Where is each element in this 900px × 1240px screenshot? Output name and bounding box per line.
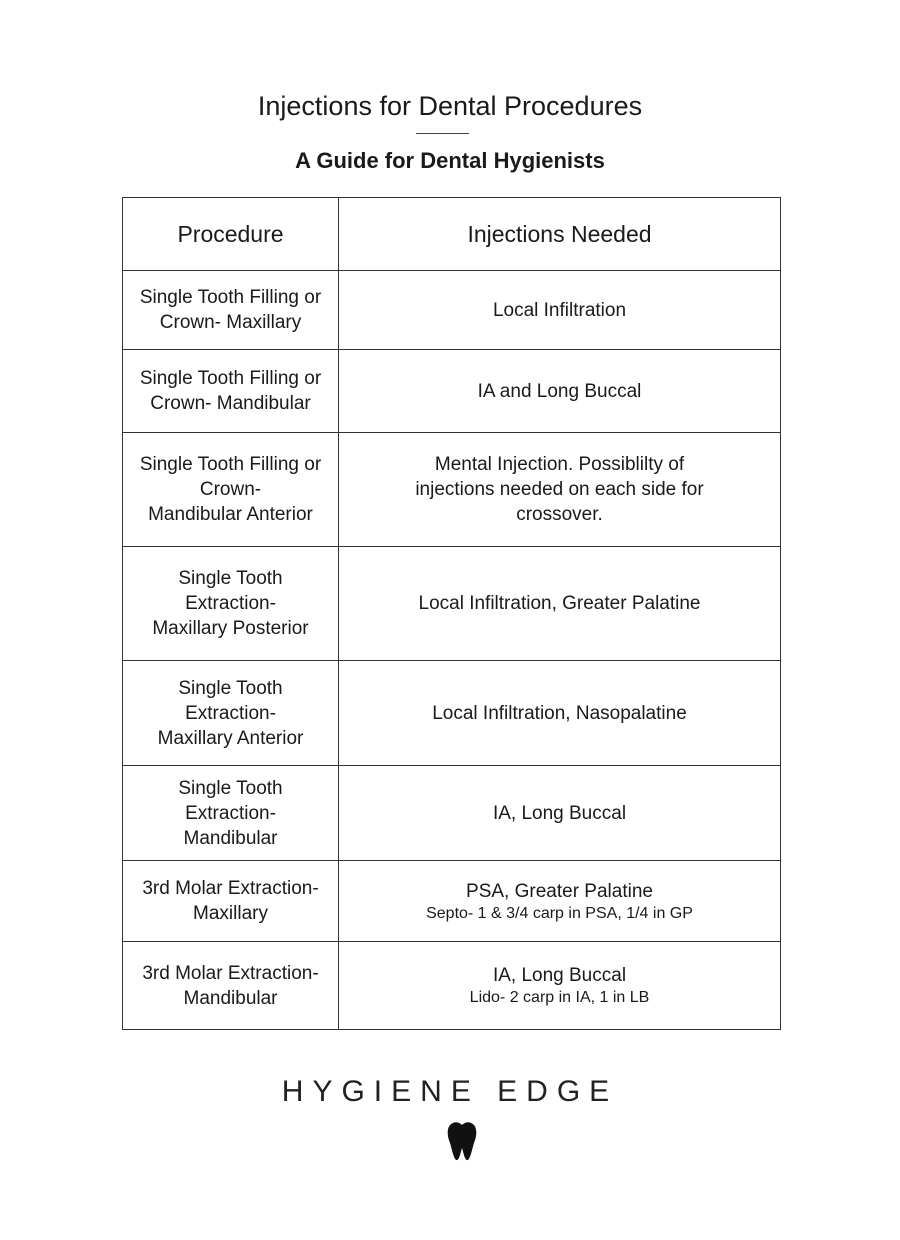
procedure-line: Maxillary (193, 903, 268, 924)
table-header-row (123, 198, 781, 271)
procedure-cell (123, 661, 339, 766)
procedure-line: Single Tooth (178, 568, 283, 589)
table-row (123, 433, 781, 547)
procedure-line: Extraction- (185, 702, 276, 724)
injection-cell: Local Infiltration (339, 271, 781, 350)
injection-cell: Local Infiltration, Greater Palatine (339, 547, 781, 661)
injection-text: Mental Injection. Possiblilty of injections needed on each side for crossover. (415, 454, 704, 525)
procedure-cell (123, 271, 339, 350)
procedure-line: Single Tooth Filling or (139, 454, 322, 475)
table-row (123, 547, 781, 661)
table-row (123, 661, 781, 766)
injection-cell: IA, Long Buccal (339, 766, 781, 861)
column-header-procedure: Procedure (123, 198, 339, 271)
injection-text: IA, Long Buccal (492, 965, 627, 986)
table-row (123, 942, 781, 1030)
injections-table (122, 197, 781, 1030)
procedure-line: Single Tooth Filling or (139, 368, 322, 389)
procedure-line: Extraction- (185, 593, 276, 614)
procedure-line: Maxillary Anterior (157, 727, 304, 749)
injection-cell: Local Infiltration, Nasopalatine (339, 661, 781, 766)
procedure-line: Crown- (199, 479, 262, 500)
injection-text: PSA, Greater Palatine (466, 880, 653, 902)
procedure-cell (123, 433, 339, 547)
injection-cell (339, 433, 781, 547)
table-row (123, 350, 781, 433)
procedure-line: Mandibular Anterior (148, 504, 313, 525)
tooth-icon (446, 1121, 478, 1161)
title-divider (416, 133, 469, 134)
brand-wordmark: HYGIENE EDGE (281, 1075, 619, 1108)
procedure-line: 3rd Molar Extraction- (142, 962, 319, 984)
procedure-line: Crown- Mandibular (150, 393, 311, 414)
procedure-cell (123, 861, 339, 942)
column-header-injections: Injections Needed (339, 198, 781, 271)
page-title: Injections for Dental Procedures (257, 91, 643, 121)
dosage-note: Septo- 1 & 3/4 carp in PSA, 1/4 in GP (426, 904, 693, 922)
page-subtitle: A Guide for Dental Hygienists (295, 148, 605, 173)
injection-cell: IA and Long Buccal (339, 350, 781, 433)
table-row (123, 271, 781, 350)
procedure-cell (123, 350, 339, 433)
procedure-line: Mandibular (183, 827, 278, 849)
procedure-cell (123, 942, 339, 1030)
procedure-line: Single Tooth (178, 677, 283, 699)
procedure-line: Single Tooth (178, 777, 283, 799)
procedure-line: Crown- Maxillary (159, 312, 302, 333)
procedure-line: Extraction- (185, 802, 276, 824)
procedure-cell (123, 547, 339, 661)
table-row (123, 766, 781, 861)
dosage-note: Lido- 2 carp in IA, 1 in LB (469, 989, 650, 1006)
procedure-cell (123, 766, 339, 861)
procedure-line: Maxillary Posterior (152, 618, 309, 639)
procedure-line: 3rd Molar Extraction- (142, 878, 319, 899)
procedure-line: Mandibular (183, 987, 278, 1009)
table-row (123, 861, 781, 942)
injection-cell (339, 942, 781, 1030)
injection-cell (339, 861, 781, 942)
procedure-line: Single Tooth Filling or (139, 287, 322, 308)
